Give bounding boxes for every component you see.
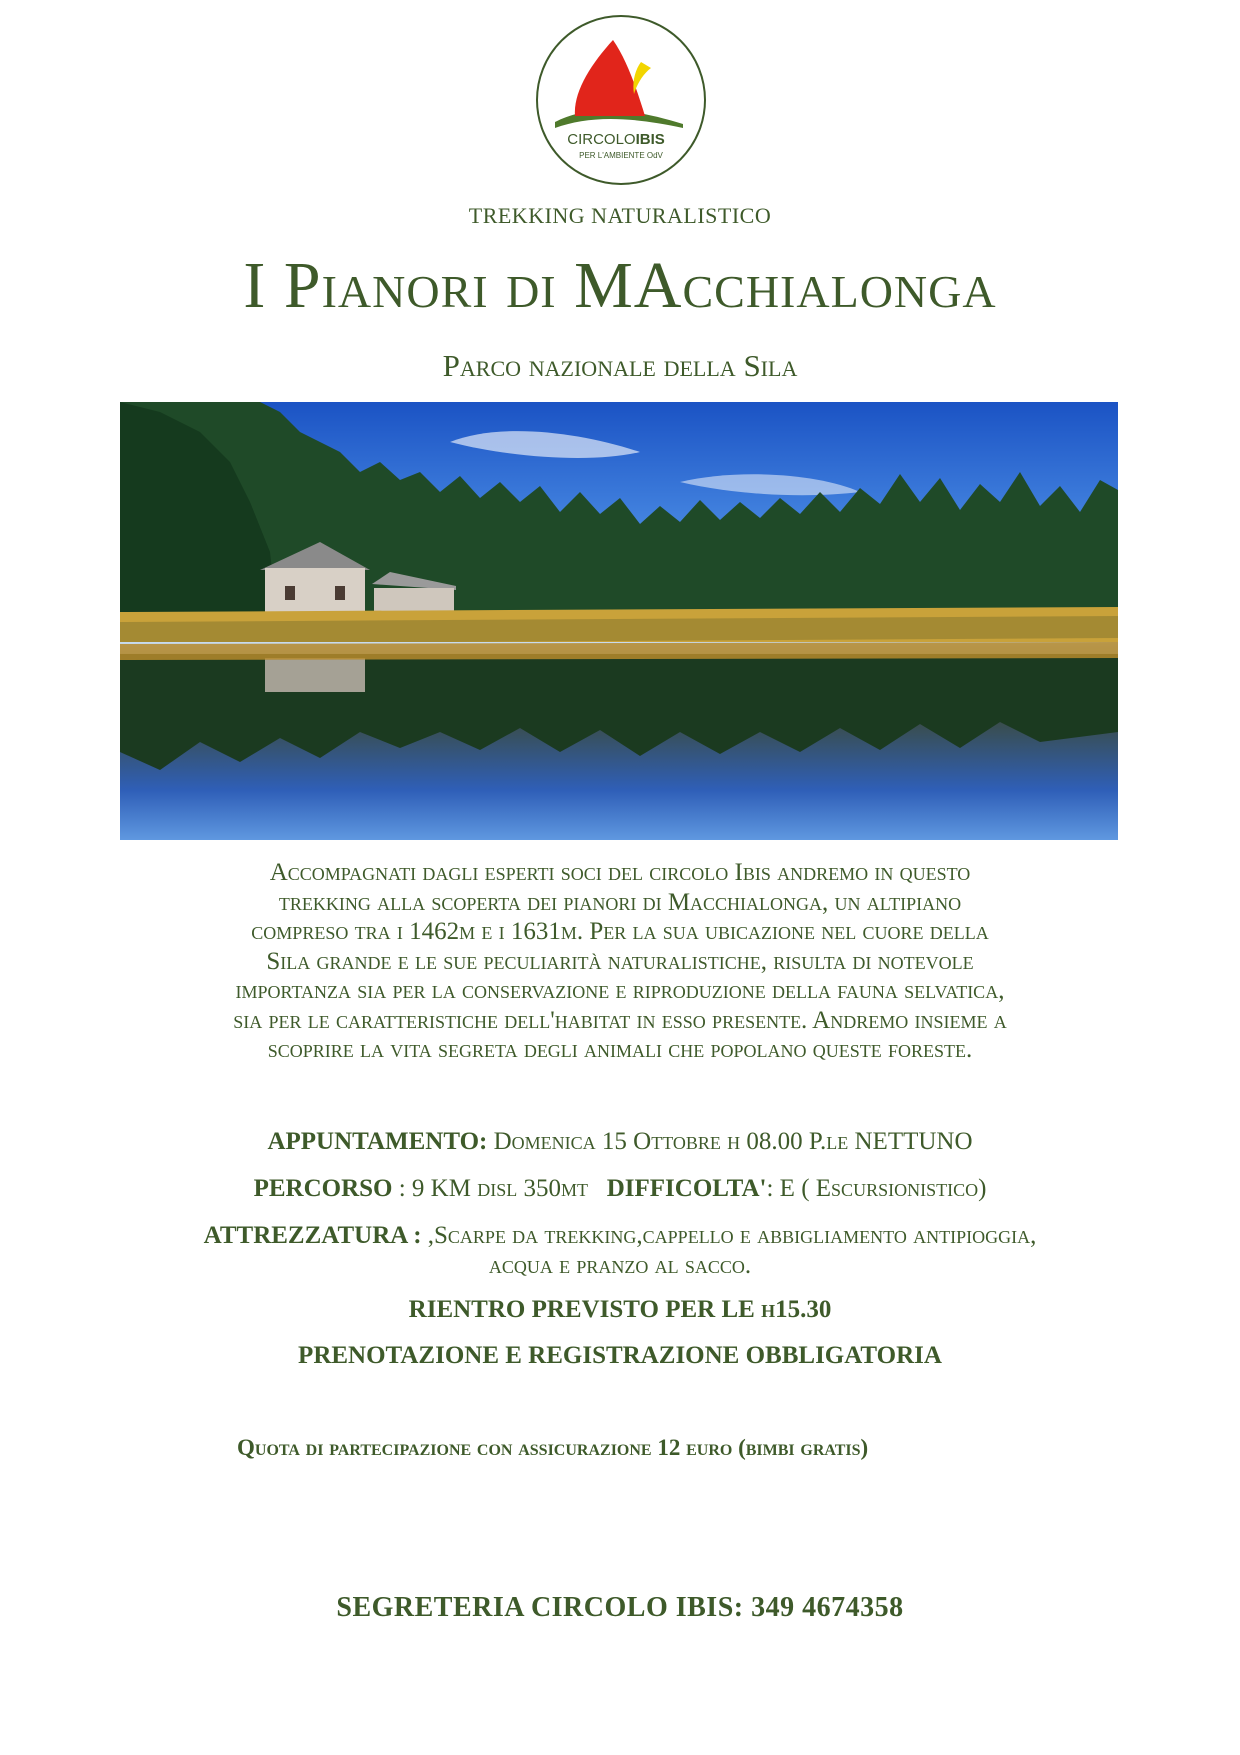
attrezzatura-value: ,Scarpe da trekking,cappello e abbigliamento antipioggia, [421,1222,1037,1249]
circolo-ibis-logo [533,12,709,188]
appuntamento-label: APPUNTAMENTO: [267,1128,488,1155]
svg-text:CIRCOLOIBIS [567,131,665,148]
logo-text-main: CIRCOLO [567,131,636,148]
description-line: trekking alla scoperta dei pianori di Macchialonga, un altipiano [278,888,962,916]
percorso-row [0,1175,1240,1203]
appuntamento-row [0,1128,1240,1156]
rientro-text: RIENTRO PREVISTO PER LE h15.30 [408,1296,832,1323]
description-line: sia per le caratteristiche dell'habitat in esso presente. Andremo insieme a [233,1006,1007,1034]
description-paragraph [100,858,1140,1065]
description-line: Sila grande e le sue peculiarità naturalistiche, risulta di notevole [266,947,974,975]
description-line: Accompagnati dagli esperti soci del circolo Ibis andremo in questo [269,859,971,886]
quota-text: Quota di partecipazione con assicurazione 12 euro (bimbi gratis) [237,1435,869,1460]
logo-text-sub: PER L'AMBIENTE OdV [579,151,663,160]
difficolta-value: : E ( Escursionistico) [766,1175,987,1202]
appuntamento-value: Domenica 15 Ottobre h 08.00 P.le NETTUNO [487,1128,973,1155]
description-line: importanza sia per la conservazione e riproduzione della fauna selvatica, [235,977,1005,1004]
attrezzatura-row [0,1222,1240,1250]
lake-landscape-photo [120,402,1118,840]
page-title: I Pianori di MAcchialonga [243,249,997,322]
difficolta-label: DIFFICOLTA' [606,1175,767,1202]
logo-text-strong: IBIS [635,131,665,148]
eyebrow-label: TREKKING NATURALISTICO [468,203,772,228]
page-subtitle: Parco nazionale della Sila [442,348,798,383]
description-line: compreso tra i 1462m e i 1631m. Per la sua ubicazione nel cuore della [251,918,989,945]
description-line: scoprire la vita segreta degli animali che popolano queste foreste. [267,1036,973,1063]
percorso-value: : 9 KM disl 350mt [392,1175,607,1202]
segreteria-contact: SEGRETERIA CIRCOLO IBIS: 349 4674358 [336,1592,904,1623]
attrezzatura-row-continued: acqua e pranzo al sacco. [488,1252,752,1279]
attrezzatura-label: ATTREZZATURA : [203,1222,422,1249]
percorso-label: PERCORSO [253,1175,393,1202]
prenotazione-text: PRENOTAZIONE E REGISTRAZIONE OBBLIGATORIA [298,1342,942,1369]
